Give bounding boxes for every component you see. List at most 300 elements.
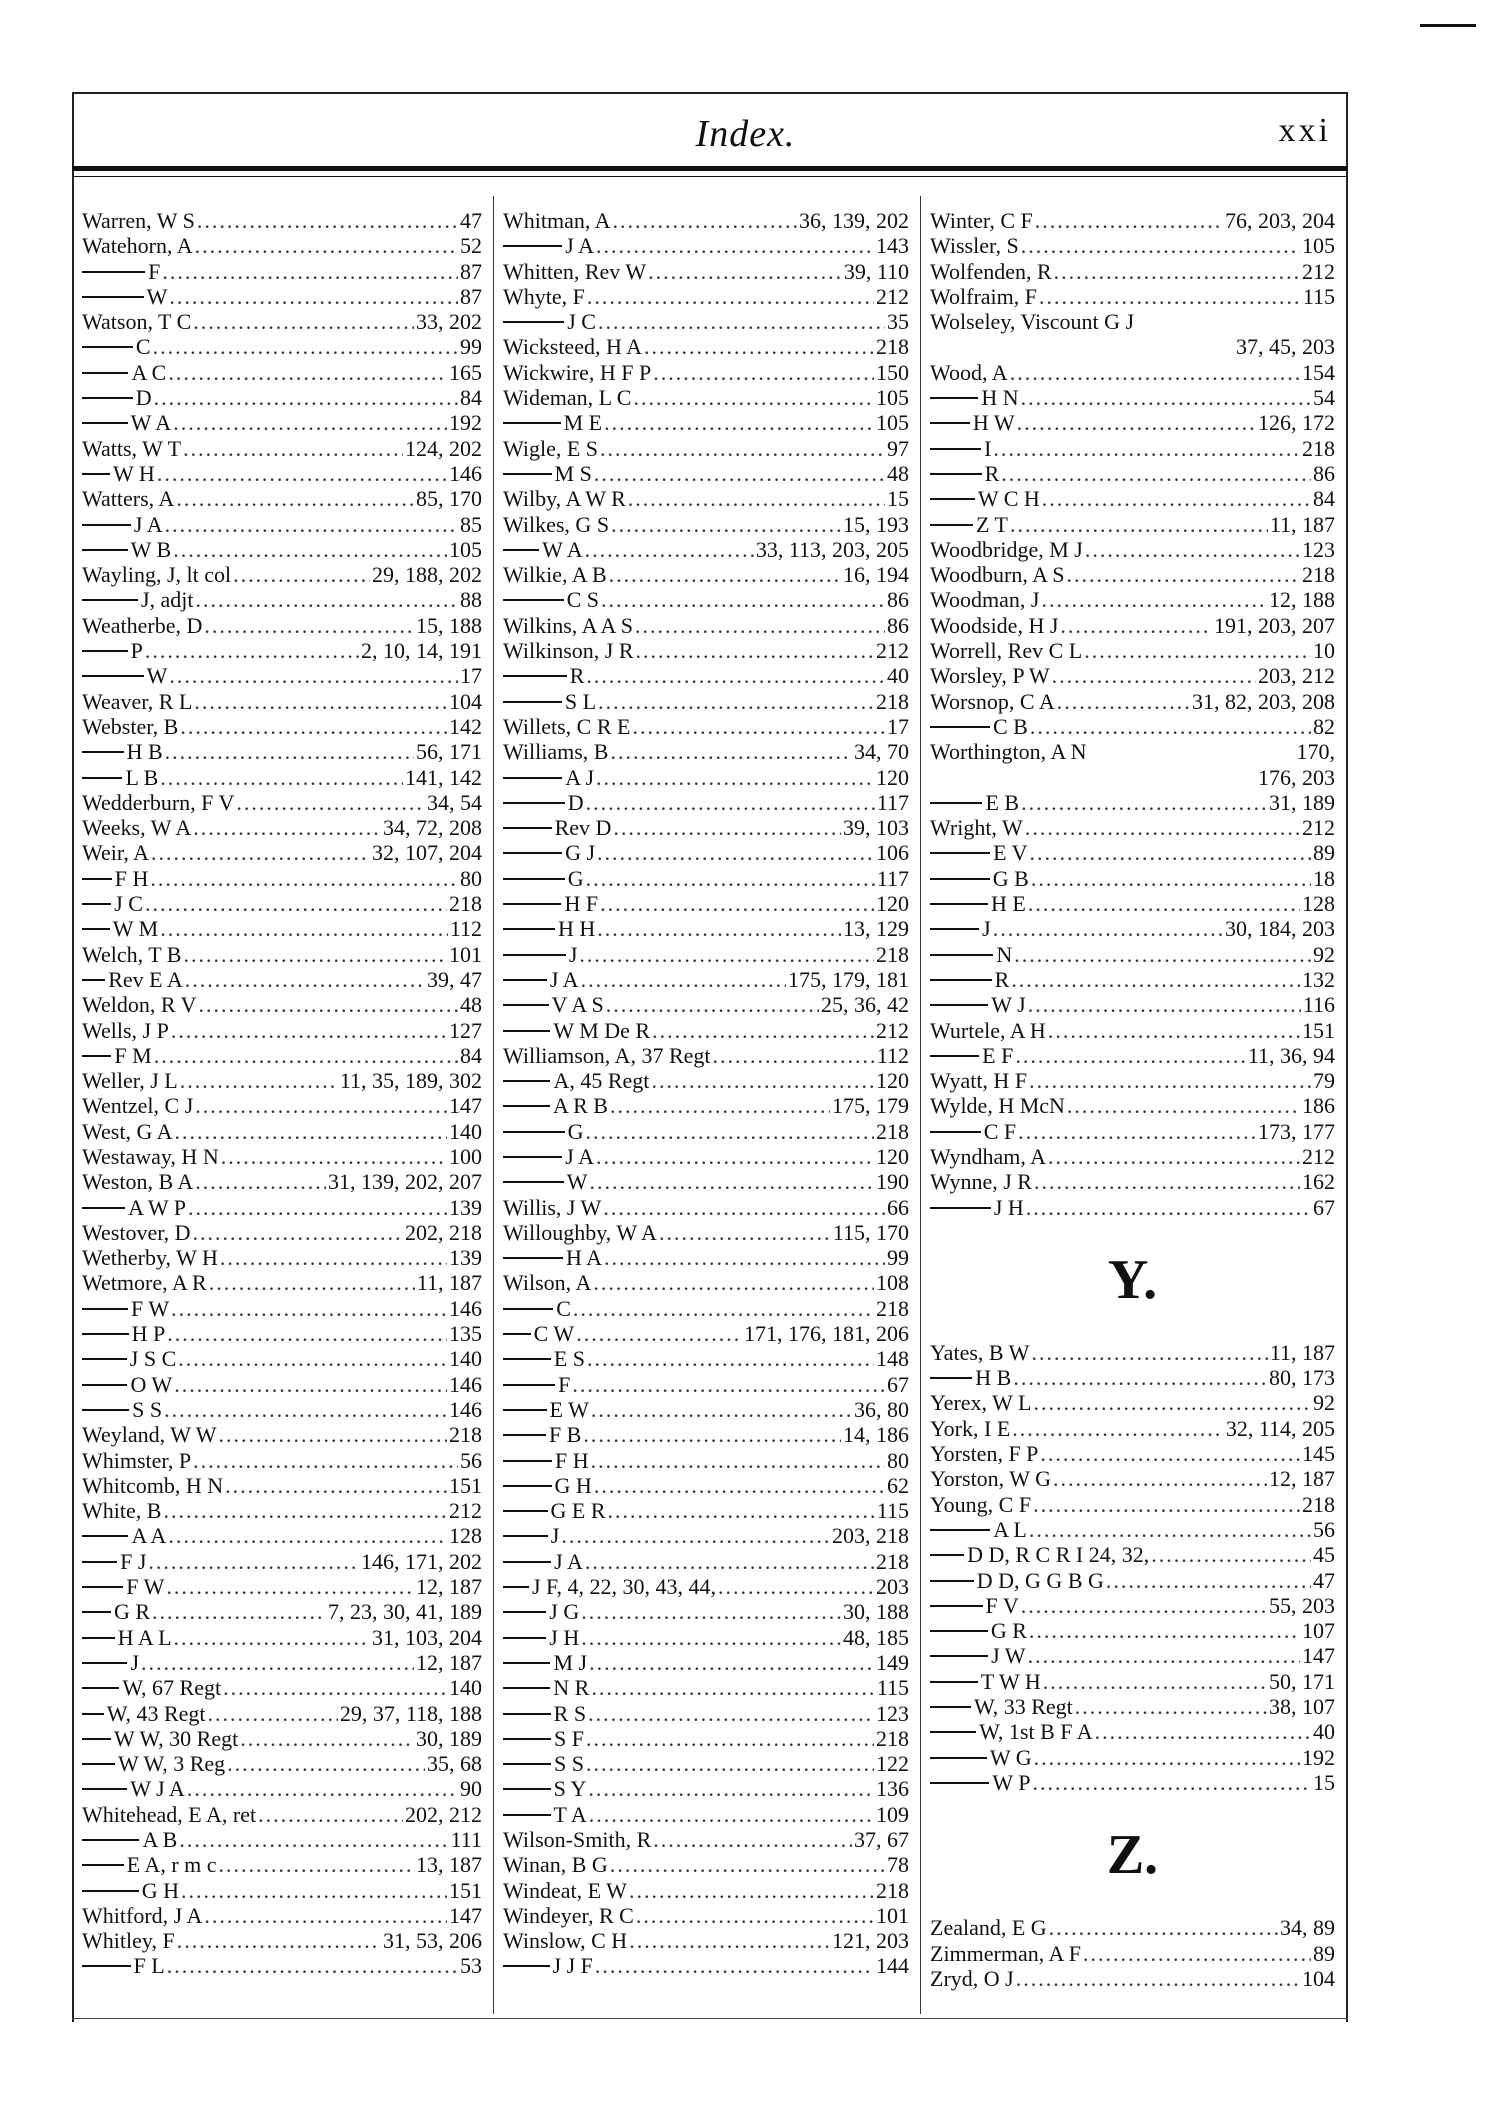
dot-leader — [1106, 1568, 1311, 1593]
index-entry — [82, 866, 482, 891]
ditto-rule — [503, 1738, 551, 1740]
entry-name: Westaway, H N — [82, 1143, 219, 1169]
entry-pages: 212 — [876, 283, 909, 309]
entry-pages: 33, 113, 203, 205 — [755, 536, 909, 562]
dot-leader — [183, 942, 447, 967]
dot-leader — [193, 815, 381, 840]
dot-leader — [1028, 1643, 1300, 1668]
dot-leader — [572, 1372, 885, 1397]
entry-pages: 191, 203, 207 — [1214, 612, 1335, 638]
entry-pages: 53 — [460, 1953, 482, 1979]
index-entry — [503, 537, 909, 562]
entry-pages: 218 — [876, 334, 909, 360]
index-entry — [82, 1701, 482, 1726]
entry-name: H B — [975, 1365, 1012, 1391]
entry-pages: 87 — [460, 258, 482, 284]
index-entry — [503, 1574, 909, 1599]
entry-pages: 40 — [887, 663, 909, 689]
ditto-rule — [82, 1384, 127, 1386]
ditto-rule — [503, 701, 562, 703]
index-entry — [503, 790, 909, 815]
entry-pages: 48, 185 — [843, 1624, 909, 1650]
entry-pages: 45 — [1313, 1542, 1335, 1568]
entry-pages: 128 — [449, 1523, 482, 1549]
entry-pages: 29, 188, 202 — [372, 562, 482, 588]
entry-name: G H — [554, 1472, 592, 1498]
index-entry — [503, 689, 909, 714]
dot-leader — [160, 916, 448, 941]
entry-pages: 190 — [876, 1169, 909, 1195]
index-entry — [82, 1119, 482, 1144]
entry-pages: 35, 68 — [427, 1751, 482, 1777]
ditto-rule — [503, 1434, 546, 1436]
entry-name: I — [984, 435, 992, 461]
ditto-rule — [503, 1308, 553, 1310]
entry-pages: 37, 45, 203 — [1236, 334, 1335, 360]
ditto-rule — [930, 979, 992, 981]
ditto-rule — [930, 903, 988, 905]
header-thick-rule — [72, 166, 1348, 171]
index-entry — [82, 1372, 482, 1397]
entry-name: H P — [131, 1321, 166, 1347]
index-entry — [930, 1517, 1335, 1542]
dot-leader — [1067, 1093, 1300, 1118]
entry-name: J F, 4, 22, 30, 43, 44, — [532, 1574, 717, 1600]
dot-leader — [174, 1372, 447, 1397]
index-entry — [930, 309, 1335, 334]
entry-pages: 141, 142 — [405, 764, 482, 790]
entry-name: C — [556, 1295, 571, 1321]
entry-pages: 80, 173 — [1269, 1365, 1335, 1391]
entry-pages: 84 — [460, 1042, 482, 1068]
ditto-rule — [82, 397, 133, 399]
entry-name: Wolfenden, R — [930, 258, 1052, 284]
entry-pages: 11, 187 — [1269, 1339, 1335, 1365]
index-entry — [82, 1422, 482, 1447]
entry-pages: 151 — [1302, 1017, 1335, 1043]
entry-name: Wilkes, G S — [503, 511, 610, 537]
entry-pages: 32, 107, 204 — [372, 840, 482, 866]
index-entry — [82, 1827, 482, 1852]
dot-leader — [1013, 1365, 1267, 1390]
ditto-rule — [503, 903, 561, 905]
entry-pages: 47 — [1313, 1567, 1335, 1593]
dot-leader — [179, 1827, 448, 1852]
entry-pages: 149 — [876, 1649, 909, 1675]
entry-name: R — [569, 663, 585, 689]
index-entry — [82, 1068, 482, 1093]
index-entry — [503, 486, 909, 511]
index-entry — [82, 1878, 482, 1903]
index-entry — [930, 1745, 1335, 1770]
index-entry — [930, 1043, 1335, 1068]
entry-pages: 85 — [460, 511, 482, 537]
entry-name: J — [130, 1649, 140, 1675]
index-entry — [503, 891, 909, 916]
entry-name: Wright, W — [930, 815, 1023, 841]
entry-pages: 80 — [460, 865, 482, 891]
entry-pages: 151 — [449, 1877, 482, 1903]
ditto-rule — [82, 777, 122, 779]
entry-pages: 85, 170 — [416, 486, 482, 512]
index-entry — [82, 840, 482, 865]
entry-pages: 111 — [450, 1827, 482, 1852]
entry-pages: 203, 218 — [832, 1523, 909, 1549]
entry-name: J C — [567, 309, 596, 335]
index-entry — [82, 1473, 482, 1498]
index-column-3 — [930, 208, 1335, 1991]
index-entry — [930, 638, 1335, 663]
dot-leader — [218, 1422, 447, 1447]
ditto-rule — [82, 1738, 111, 1740]
dot-leader — [591, 1397, 852, 1422]
index-entry — [503, 1523, 909, 1548]
dot-leader — [591, 1675, 875, 1700]
index-entry — [82, 942, 482, 967]
entry-pages: 132 — [1302, 966, 1335, 992]
dot-leader — [588, 1701, 874, 1726]
ditto-rule — [82, 1333, 129, 1335]
dot-leader — [1021, 233, 1300, 258]
entry-name: E S — [553, 1346, 586, 1372]
entry-pages: 29, 37, 118, 188 — [339, 1700, 482, 1726]
entry-name: Wilkins, A A S — [503, 612, 633, 638]
entry-pages: 218 — [876, 1118, 909, 1144]
dot-leader — [1028, 992, 1301, 1017]
entry-name: Willoughby, W A — [503, 1219, 657, 1245]
entry-name: Wynne, J R — [930, 1169, 1032, 1195]
entry-name: G E R — [550, 1498, 606, 1524]
entry-name: Wilson, A — [503, 1270, 592, 1296]
entry-name: Worsley, P W — [930, 663, 1050, 689]
entry-name: Warren, W S — [82, 208, 195, 233]
entry-name: Willets, C R E — [503, 713, 631, 739]
dot-leader — [601, 587, 885, 612]
entry-name: Winslow, C H — [503, 1928, 628, 1954]
entry-pages: 145 — [1302, 1441, 1335, 1467]
entry-pages: 17 — [887, 713, 909, 739]
entry-name: Williamson, A, 37 Regt — [503, 1042, 711, 1068]
entry-name: R — [984, 460, 1000, 486]
entry-name: F M — [114, 1042, 152, 1068]
dot-leader — [1031, 866, 1311, 891]
entry-pages: 78 — [887, 1852, 909, 1878]
index-entry — [82, 638, 482, 663]
dot-leader — [1048, 1018, 1300, 1043]
dot-leader — [1029, 1618, 1300, 1643]
entry-pages: 218 — [876, 941, 909, 967]
index-entry — [82, 360, 482, 385]
dot-leader — [594, 1473, 885, 1498]
entry-name: V A S — [551, 992, 604, 1018]
dot-leader — [585, 1549, 874, 1574]
entry-name: Zealand, E G — [930, 1915, 1047, 1941]
dot-leader — [596, 233, 874, 258]
dot-leader — [589, 1169, 874, 1194]
entry-name: E V — [993, 840, 1028, 866]
entry-pages: 48 — [460, 992, 482, 1018]
ditto-rule — [503, 422, 561, 424]
ditto-rule — [503, 1561, 551, 1563]
entry-name: F — [558, 1371, 571, 1397]
index-entry — [930, 916, 1335, 941]
index-entry — [503, 1599, 909, 1624]
dot-leader — [1012, 1416, 1224, 1441]
entry-name: E W — [549, 1396, 589, 1422]
ditto-rule — [82, 675, 144, 677]
ditto-rule — [82, 1713, 104, 1715]
index-entry — [82, 1675, 482, 1700]
ditto-rule — [930, 1782, 989, 1784]
entry-pages: 140 — [449, 1118, 482, 1144]
entry-pages: 34, 72, 208 — [383, 815, 482, 841]
index-entry — [503, 259, 909, 284]
dot-leader — [141, 1650, 414, 1675]
index-entry — [82, 1726, 482, 1751]
page-number: xxi — [1278, 112, 1331, 149]
entry-pages: 39, 103 — [843, 815, 909, 841]
dot-leader — [177, 1928, 381, 1953]
entry-name: D D, R C R I 24, 32, — [967, 1542, 1150, 1568]
dot-leader — [168, 1523, 447, 1548]
entry-pages: 25, 36, 42 — [821, 992, 909, 1018]
index-entry — [82, 1220, 482, 1245]
entry-pages: 147 — [449, 1902, 482, 1928]
index-entry — [930, 1770, 1335, 1795]
entry-name: W — [146, 663, 168, 689]
dot-leader — [659, 1220, 831, 1245]
entry-name: Windeyer, R C — [503, 1902, 634, 1928]
entry-pages: 105 — [876, 385, 909, 411]
dot-leader — [1048, 1144, 1300, 1169]
index-entry — [503, 1220, 909, 1245]
entry-name: H A — [565, 1245, 602, 1271]
entry-pages: 218 — [876, 1877, 909, 1903]
dot-leader — [1043, 1669, 1267, 1694]
entry-name: A A — [131, 1523, 167, 1549]
dot-leader — [603, 1195, 885, 1220]
ditto-rule — [503, 1105, 550, 1107]
index-entry — [930, 512, 1335, 537]
entry-pages: 212 — [876, 1017, 909, 1043]
entry-pages: 127 — [449, 1017, 482, 1043]
entry-pages: 146 — [449, 1371, 482, 1397]
dot-leader — [1030, 840, 1312, 865]
dot-leader — [587, 1346, 874, 1371]
index-entry — [82, 233, 482, 258]
entry-pages: 34, 89 — [1280, 1915, 1335, 1941]
dot-leader — [160, 765, 403, 790]
index-entry — [930, 436, 1335, 461]
entry-name: Webster, B — [82, 713, 179, 739]
dot-leader — [1095, 1719, 1311, 1744]
dot-leader — [178, 1346, 447, 1371]
entry-name: Wurtele, A H — [930, 1017, 1046, 1043]
entry-pages: 120 — [876, 1143, 909, 1169]
entry-name: W B — [130, 536, 172, 562]
dot-leader — [195, 1169, 326, 1194]
entry-name: F — [148, 258, 161, 284]
ditto-rule — [82, 372, 128, 374]
entry-pages: 139 — [449, 1194, 482, 1220]
entry-name: Wilby, A W R — [503, 486, 626, 512]
entry-pages: 107 — [1302, 1618, 1335, 1644]
entry-name: H A L — [117, 1624, 172, 1650]
index-entry — [930, 486, 1335, 511]
entry-pages: 106 — [876, 840, 909, 866]
entry-pages: 16, 194 — [843, 562, 909, 588]
index-entry — [503, 815, 909, 840]
ditto-rule — [930, 1731, 976, 1733]
entry-pages: 146 — [449, 1396, 482, 1422]
index-entry — [930, 233, 1335, 258]
index-entry — [930, 840, 1335, 865]
ditto-rule — [503, 473, 552, 475]
ditto-rule — [503, 1257, 563, 1259]
index-entry — [82, 1599, 482, 1624]
index-entry — [930, 866, 1335, 891]
entry-pages: 212 — [449, 1498, 482, 1524]
entry-pages: 30, 189 — [416, 1725, 482, 1751]
ditto-rule — [503, 1358, 551, 1360]
index-entry — [82, 1574, 482, 1599]
index-entry — [930, 765, 1335, 790]
dot-leader — [1035, 208, 1223, 233]
entry-pages: 112 — [449, 916, 482, 942]
entry-name: W, 67 Regt — [122, 1675, 222, 1701]
entry-name: W M De R — [553, 1017, 651, 1043]
ditto-rule — [82, 1965, 131, 1967]
ditto-rule — [930, 1131, 981, 1133]
dot-leader — [653, 1827, 852, 1852]
index-entry — [503, 1346, 909, 1371]
ditto-rule — [82, 1358, 127, 1360]
dot-leader — [583, 1422, 841, 1447]
dot-leader — [171, 1018, 447, 1043]
entry-pages: 192 — [449, 410, 482, 436]
ditto-rule — [82, 296, 144, 298]
entry-pages: 120 — [876, 1068, 909, 1094]
index-entry — [930, 1390, 1335, 1415]
dot-leader — [581, 1625, 841, 1650]
index-entry — [503, 1903, 909, 1928]
index-entry — [82, 992, 482, 1017]
entry-pages: 15, 193 — [843, 511, 909, 537]
index-entry — [503, 1498, 909, 1523]
dot-leader — [581, 967, 786, 992]
dot-leader — [591, 1448, 885, 1473]
entry-pages: 108 — [876, 1270, 909, 1296]
entry-pages: 31, 103, 204 — [372, 1624, 482, 1650]
dot-leader — [613, 208, 797, 233]
entry-pages: 147 — [1302, 1643, 1335, 1669]
entry-pages: 142 — [449, 713, 482, 739]
ditto-rule — [503, 1788, 551, 1790]
index-entry — [930, 1915, 1335, 1940]
dot-leader — [1028, 891, 1300, 916]
entry-name: J — [982, 916, 991, 942]
entry-name: H F — [564, 891, 599, 917]
index-entry — [930, 1365, 1335, 1390]
entry-name: W J A — [130, 1776, 185, 1802]
entry-pages: 105 — [876, 410, 909, 436]
ditto-rule — [503, 1333, 531, 1335]
index-entry — [82, 815, 482, 840]
entry-name: Whyte, F — [503, 283, 585, 309]
entry-pages: 203 — [876, 1574, 909, 1600]
dot-leader — [718, 1574, 874, 1599]
dot-leader — [613, 815, 841, 840]
entry-pages: 55, 203 — [1269, 1592, 1335, 1618]
entry-name: F B — [548, 1422, 582, 1448]
entry-name: A L — [993, 1516, 1027, 1542]
entry-name: W M — [112, 916, 159, 942]
dot-leader — [181, 1878, 447, 1903]
dot-leader — [171, 1296, 447, 1321]
column-divider-2 — [920, 196, 921, 2014]
index-entry — [503, 1726, 909, 1751]
index-entry — [930, 410, 1335, 435]
index-entry — [503, 1195, 909, 1220]
index-entry — [82, 1270, 482, 1295]
dot-leader — [233, 562, 370, 587]
entry-pages: 170, — [1296, 739, 1335, 765]
ditto-rule — [503, 1004, 549, 1006]
entry-pages: 120 — [876, 891, 909, 917]
entry-pages: 117 — [876, 789, 909, 815]
dot-leader — [587, 284, 874, 309]
ditto-rule — [503, 245, 562, 247]
entry-name: J G — [549, 1599, 580, 1625]
dot-leader — [586, 1751, 874, 1776]
ditto-rule — [82, 346, 133, 348]
entry-pages: 40 — [1313, 1719, 1335, 1745]
page-title: Index. — [695, 113, 796, 155]
index-entry — [930, 1669, 1335, 1694]
index-entry — [503, 613, 909, 638]
ditto-rule — [82, 1788, 127, 1790]
dot-leader — [1042, 486, 1311, 511]
ditto-rule — [930, 498, 975, 500]
dot-leader — [240, 1726, 414, 1751]
dot-leader — [595, 1953, 874, 1978]
entry-name: C — [135, 334, 151, 360]
index-entry — [82, 1144, 482, 1169]
index-entry — [930, 259, 1335, 284]
index-entry — [503, 1701, 909, 1726]
entry-name: N — [996, 941, 1013, 967]
ditto-rule — [503, 827, 552, 829]
entry-pages: 218 — [876, 688, 909, 714]
index-entry — [503, 1473, 909, 1498]
index-entry — [503, 360, 909, 385]
entry-pages: 101 — [449, 941, 482, 967]
entry-name: E A, r m c — [126, 1852, 217, 1878]
entry-pages: 202, 218 — [405, 1219, 482, 1245]
entry-pages: 56 — [1313, 1516, 1335, 1542]
entry-pages: 97 — [887, 435, 909, 461]
index-entry — [503, 1625, 909, 1650]
index-entry — [82, 410, 482, 435]
entry-pages: 11, 187 — [416, 1270, 482, 1296]
dot-leader — [1084, 638, 1311, 663]
entry-name: G R — [113, 1599, 151, 1625]
index-entry — [503, 1296, 909, 1321]
index-entry — [82, 916, 482, 941]
entry-pages: 36, 139, 202 — [799, 208, 909, 233]
entry-name: N R — [553, 1675, 590, 1701]
index-entry — [82, 1802, 482, 1827]
